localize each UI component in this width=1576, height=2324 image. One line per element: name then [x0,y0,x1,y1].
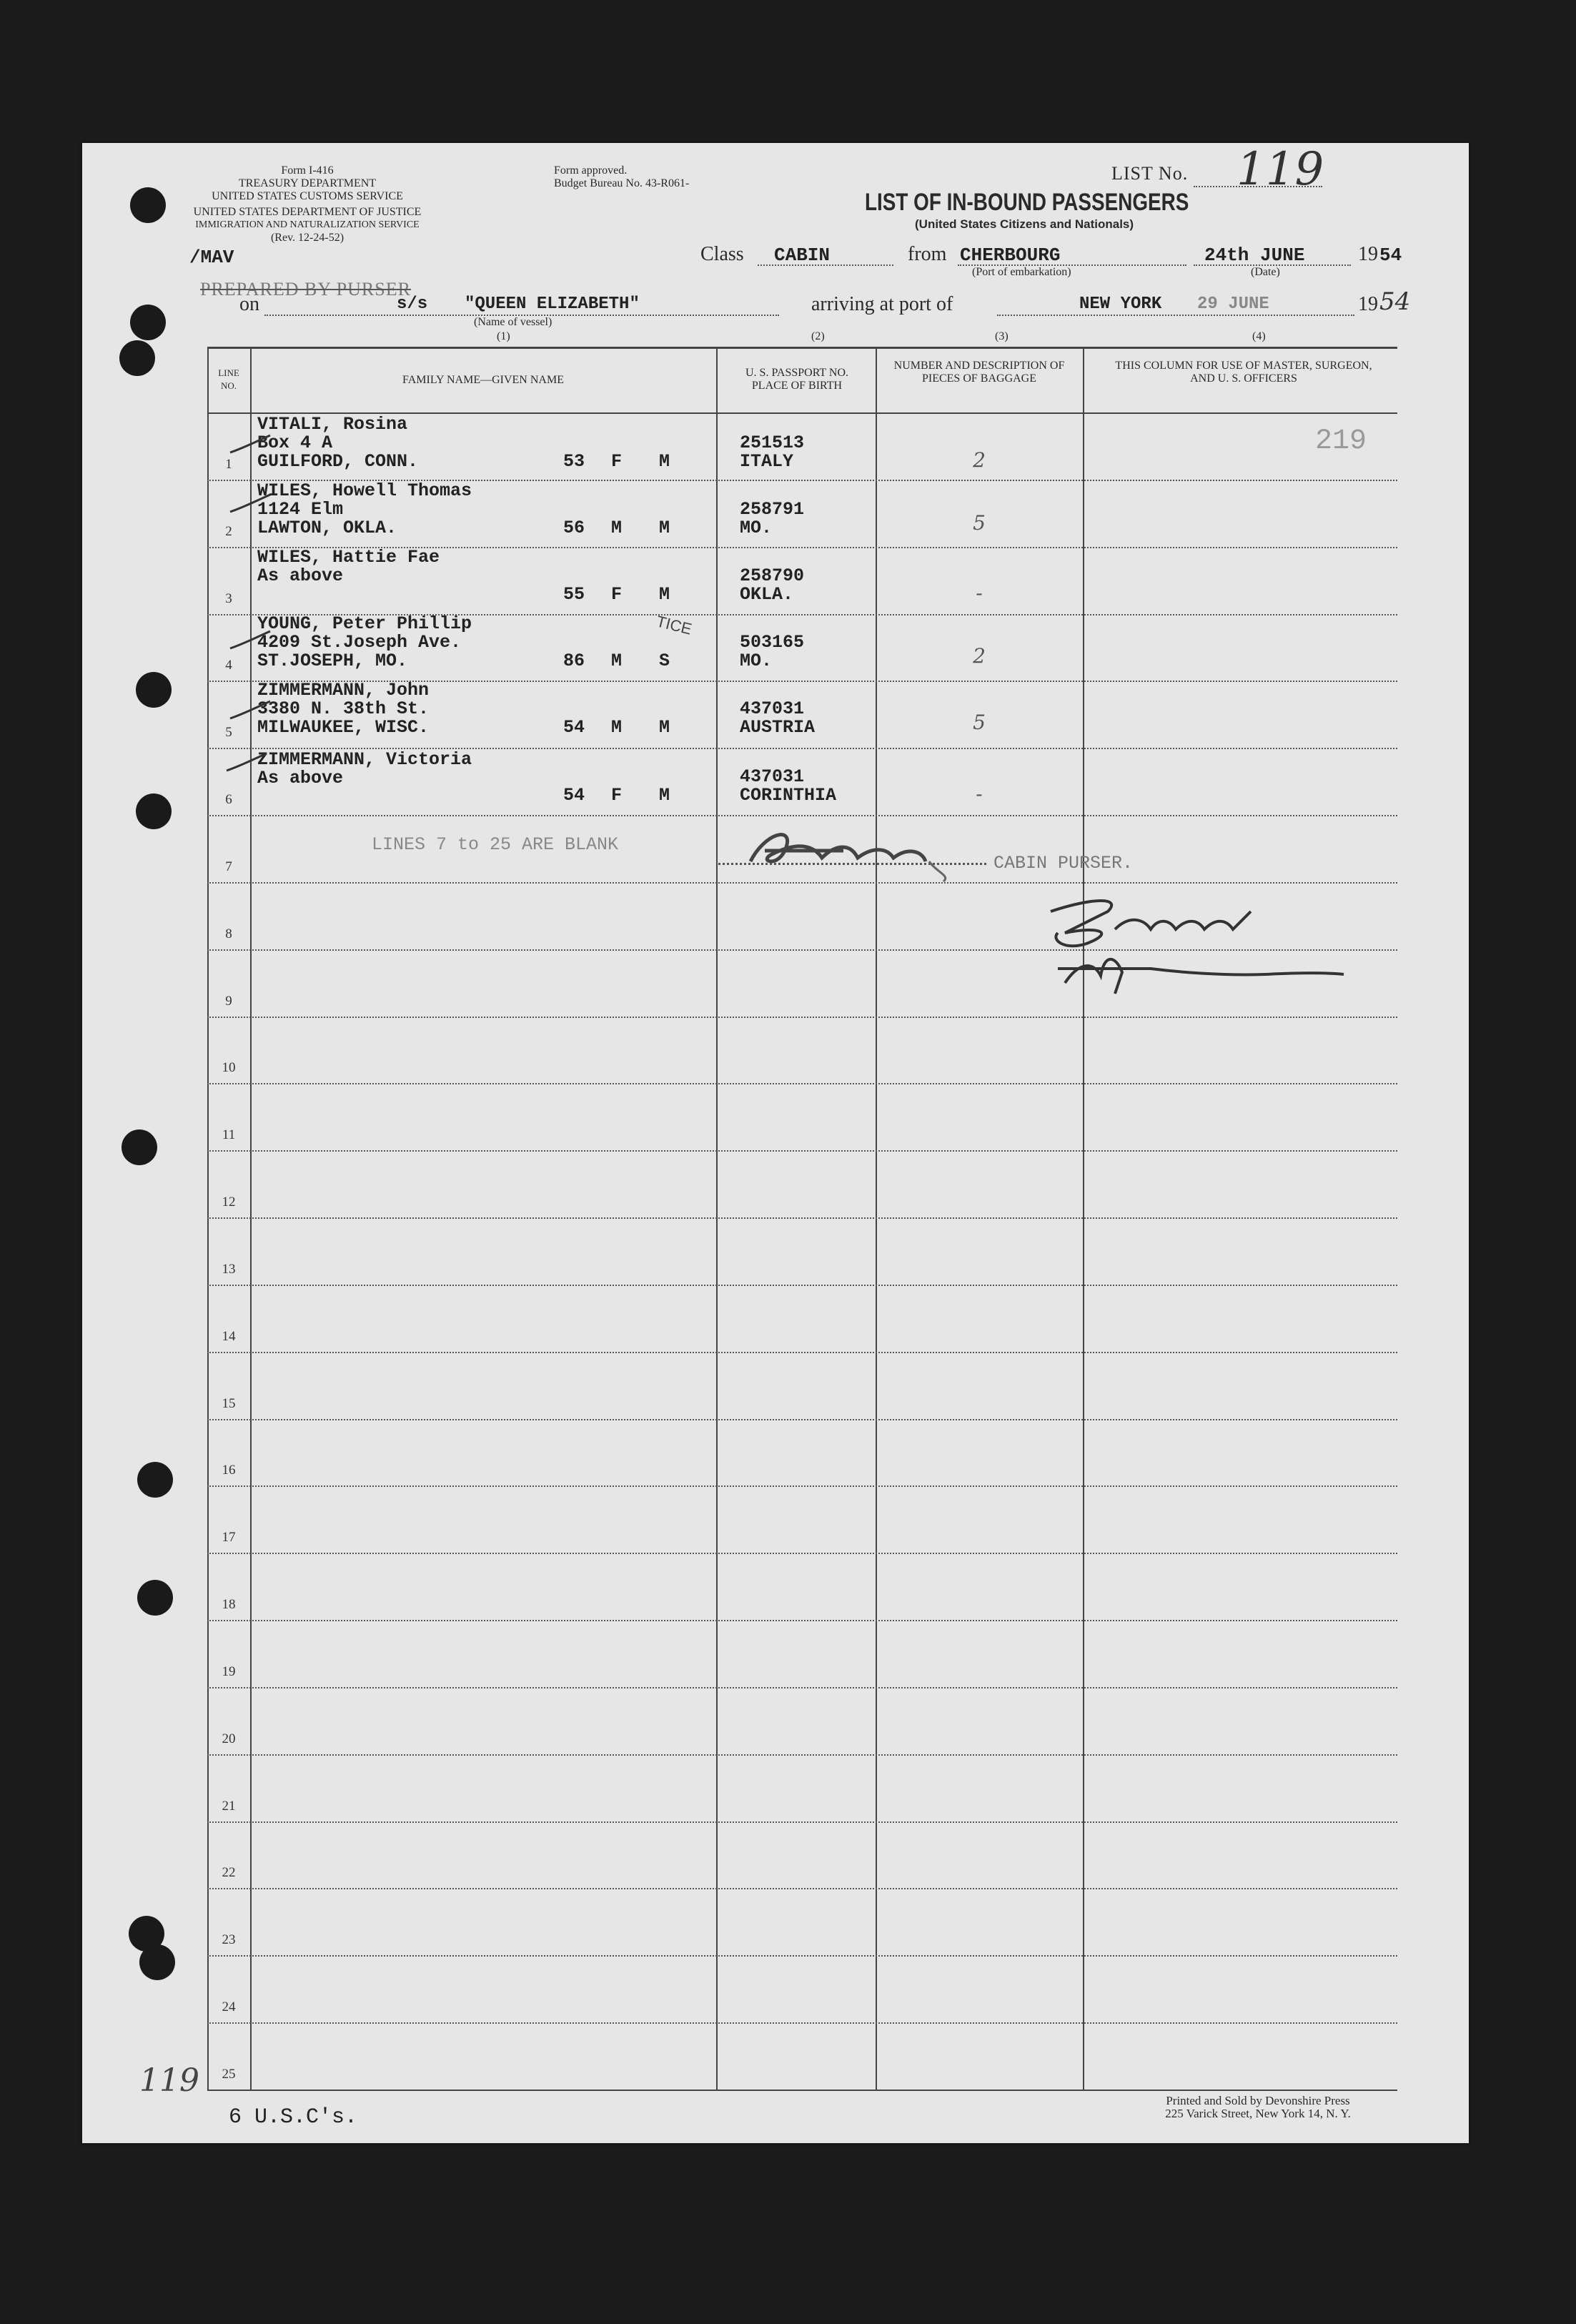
place-of-birth: AUSTRIA [740,717,816,738]
header-baggage: NUMBER AND DESCRIPTION OF PIECES OF BAGGAGE [893,360,1065,385]
row-divider [207,1620,1397,1621]
class-label: Class [700,243,744,265]
printer-line-1: Printed and Sold by Devonshire Press [1166,2094,1350,2107]
row-divider [207,1083,1397,1084]
row-number: 5 [225,725,232,740]
vessel-caption: (Name of vessel) [474,316,552,328]
passenger-address: Box 4 A [257,432,333,453]
punch-hole [136,793,172,829]
punch-hole [130,305,166,340]
place-of-birth: CORINTHIA [740,785,837,806]
passport-number: 258790 [740,565,805,586]
passenger-marital: M [659,518,670,538]
row-number: 16 [222,1463,236,1478]
row-number: 8 [225,926,232,941]
passenger-name: ZIMMERMANN, Victoria [257,749,472,770]
ins-service: IMMIGRATION AND NATURALIZATION SERVICE [195,219,420,230]
row-number: 14 [222,1329,236,1344]
passenger-name: ZIMMERMANN, John [257,680,430,701]
row-number: 23 [222,1932,236,1947]
punch-hole [139,1944,175,1980]
row-number: 6 [225,792,232,807]
vessel-name: "QUEEN ELIZABETH" [465,295,640,314]
passenger-city: GUILFORD, CONN. [257,451,419,472]
row-divider [207,1888,1397,1889]
punch-hole [136,672,172,708]
passenger-city: MILWAUKEE, WISC. [257,717,430,738]
place-of-birth: MO. [740,518,773,538]
baggage-count: - [976,581,983,605]
date-value: 24th JUNE [1204,244,1305,266]
row-number: 17 [222,1530,236,1545]
manifest-page [82,143,1469,2143]
header-passport: U. S. PASSPORT NO. PLACE OF BIRTH [745,367,848,392]
passenger-marital: M [659,717,670,738]
passenger-age: 55 [563,584,585,605]
clerk-initials: /MAV [189,247,234,268]
budget-bureau: Budget Bureau No. 43-R061- [554,177,690,189]
punch-hole [137,1462,173,1498]
arrival-year: 54 [1379,287,1411,316]
row-divider [207,1687,1397,1688]
baggage-count: - [976,782,983,806]
row-number: 4 [225,658,232,673]
printer-line-2: 225 Varick Street, New York 14, N. Y. [1165,2107,1351,2120]
col-number-2: (2) [811,330,825,342]
table-bottom-border [207,2090,1397,2091]
header-officers: THIS COLUMN FOR USE OF MASTER, SURGEON, AND U. S. OFFICERS [1115,360,1372,385]
passenger-sex: F [611,584,623,605]
row-divider [207,1285,1397,1286]
row-number: 9 [225,994,232,1009]
row-number: 7 [225,859,232,874]
list-no-value: 119 [1236,143,1324,196]
passenger-marital: M [659,785,670,806]
punch-hole [119,340,155,376]
passenger-row [207,479,1394,545]
passenger-table [207,347,1397,2091]
arrival-line [997,315,1354,316]
passenger-age: 54 [563,785,585,806]
passport-number: 503165 [740,632,805,653]
row-divider [207,815,1397,816]
from-value: CHERBOURG [960,244,1061,266]
passenger-name: VITALI, Rosina [257,414,408,435]
row-number: 2 [225,524,232,539]
row-divider [207,1352,1397,1353]
form-number: Form I-416 [281,164,334,177]
table-top-border [207,347,1397,349]
passenger-age: 56 [563,518,585,538]
passenger-age: 86 [563,651,585,671]
place-of-birth: OKLA. [740,584,794,605]
row-divider [207,1017,1397,1018]
check-mark-icon [229,700,272,721]
row-divider [207,1955,1397,1957]
passenger-age: 54 [563,717,585,738]
row-divider [207,1553,1397,1554]
baggage-count: 2 [973,448,986,472]
form-approved: Form approved. [554,164,628,177]
passenger-sex: F [611,451,623,472]
passenger-name: WILES, Hattie Fae [257,547,440,568]
check-mark-icon [229,434,272,455]
passenger-row [207,678,1394,745]
row-number: 18 [222,1597,236,1612]
row-number: 19 [222,1664,236,1679]
arrival-date: 29 JUNE [1197,295,1269,314]
col-number-1: (1) [497,330,510,342]
citizen-count: 6 U.S.C's. [229,2105,358,2130]
passport-number: 251513 [740,432,805,453]
row-number: 11 [222,1127,236,1142]
baggage-count: 2 [973,644,986,668]
passenger-row [207,612,1394,678]
row-divider [207,1754,1397,1756]
justice-dept: UNITED STATES DEPARTMENT OF JUSTICE [193,206,422,218]
from-label: from [908,243,947,265]
punch-hole [130,187,166,223]
row-divider [207,1485,1397,1487]
purser-signature [736,819,972,883]
list-no-label: LIST No. [1111,163,1189,184]
officer-signature [1036,890,1351,997]
row-number: 3 [225,591,232,606]
row-number: 21 [222,1799,236,1814]
passenger-row [207,745,1394,811]
margin-number: 119 [139,2062,199,2099]
passenger-sex: F [611,785,623,806]
page-title: LIST OF IN-BOUND PASSENGERS [865,189,1189,216]
passport-number: 437031 [740,698,805,719]
passport-number: 437031 [740,766,805,787]
passenger-marital: M [659,584,670,605]
officer-note: 219 [1315,425,1367,458]
passenger-row [207,545,1394,612]
year-value: 54 [1379,244,1402,266]
passenger-address: 4209 St.Joseph Ave. [257,632,462,653]
passenger-address: 1124 Elm [257,499,344,520]
class-value: CABIN [774,244,831,266]
baggage-count: 5 [973,511,986,535]
arrival-year-prefix: 19 [1358,293,1378,315]
header-name: FAMILY NAME—GIVEN NAME [402,374,564,386]
passenger-entries [207,412,1397,813]
from-caption: (Port of embarkation) [972,266,1071,278]
passenger-row [207,412,1394,479]
passenger-name: WILES, Howell Thomas [257,480,472,501]
prepared-by: PREPARED BY PURSER [200,279,411,300]
row-divider [207,1150,1397,1152]
row-number: 25 [222,2067,236,2082]
approval-block [554,164,740,190]
row-divider [207,1217,1397,1219]
year-prefix: 19 [1358,243,1378,265]
check-mark-icon [229,630,272,651]
passenger-sex: M [611,518,623,538]
page-subtitle: (United States Citizens and Nationals) [915,217,1134,231]
arriving-label: arriving at port of [811,293,953,315]
on-label: on [239,293,259,315]
baggage-count: 5 [973,711,986,734]
place-of-birth: MO. [740,651,773,671]
passenger-marital: M [659,451,670,472]
passenger-sex: M [611,717,623,738]
date-caption: (Date) [1251,266,1280,278]
passenger-address: 3380 N. 38th St. [257,698,430,719]
row-number: 10 [222,1060,236,1075]
stamp-fragment: TICE [654,612,694,638]
passenger-city: ST.JOSEPH, MO. [257,651,408,671]
passenger-name: YOUNG, Peter Phillip [257,613,472,634]
col-number-3: (3) [995,330,1008,342]
col-number-4: (4) [1252,330,1266,342]
blank-lines-note: LINES 7 to 25 ARE BLANK [372,834,619,855]
passenger-sex: M [611,651,623,671]
check-mark-icon [229,493,272,515]
treasury-dept: TREASURY DEPARTMENT [238,177,377,189]
row-number: 13 [222,1262,236,1277]
passenger-address: As above [257,565,344,586]
row-number: 22 [222,1865,236,1880]
punch-hole [122,1129,157,1165]
row-number: 1 [225,457,232,472]
passenger-city: LAWTON, OKLA. [257,518,397,538]
form-revision: (Rev. 12-24-52) [270,232,345,244]
form-id-block [189,164,425,244]
row-divider [207,1419,1397,1420]
passport-number: 258791 [740,499,805,520]
passenger-marital: S [659,651,670,671]
row-divider [207,1821,1397,1823]
place-of-birth: ITALY [740,451,794,472]
ss-label: s/s [397,295,428,314]
arrival-port: NEW YORK [1079,295,1162,314]
check-mark-icon [225,752,268,773]
row-number: 15 [222,1396,236,1411]
printer-imprint [1108,2095,1408,2120]
row-number: 20 [222,1731,236,1746]
purser-title: CABIN PURSER. [993,853,1134,874]
row-number: 24 [222,1999,236,2014]
passenger-address: As above [257,768,344,788]
customs-service: UNITED STATES CUSTOMS SERVICE [212,190,403,202]
row-number: 12 [222,1195,236,1210]
passenger-age: 53 [563,451,585,472]
punch-hole [137,1580,173,1616]
header-line-no: LINE NO. [218,367,239,391]
row-divider [207,2022,1397,2024]
